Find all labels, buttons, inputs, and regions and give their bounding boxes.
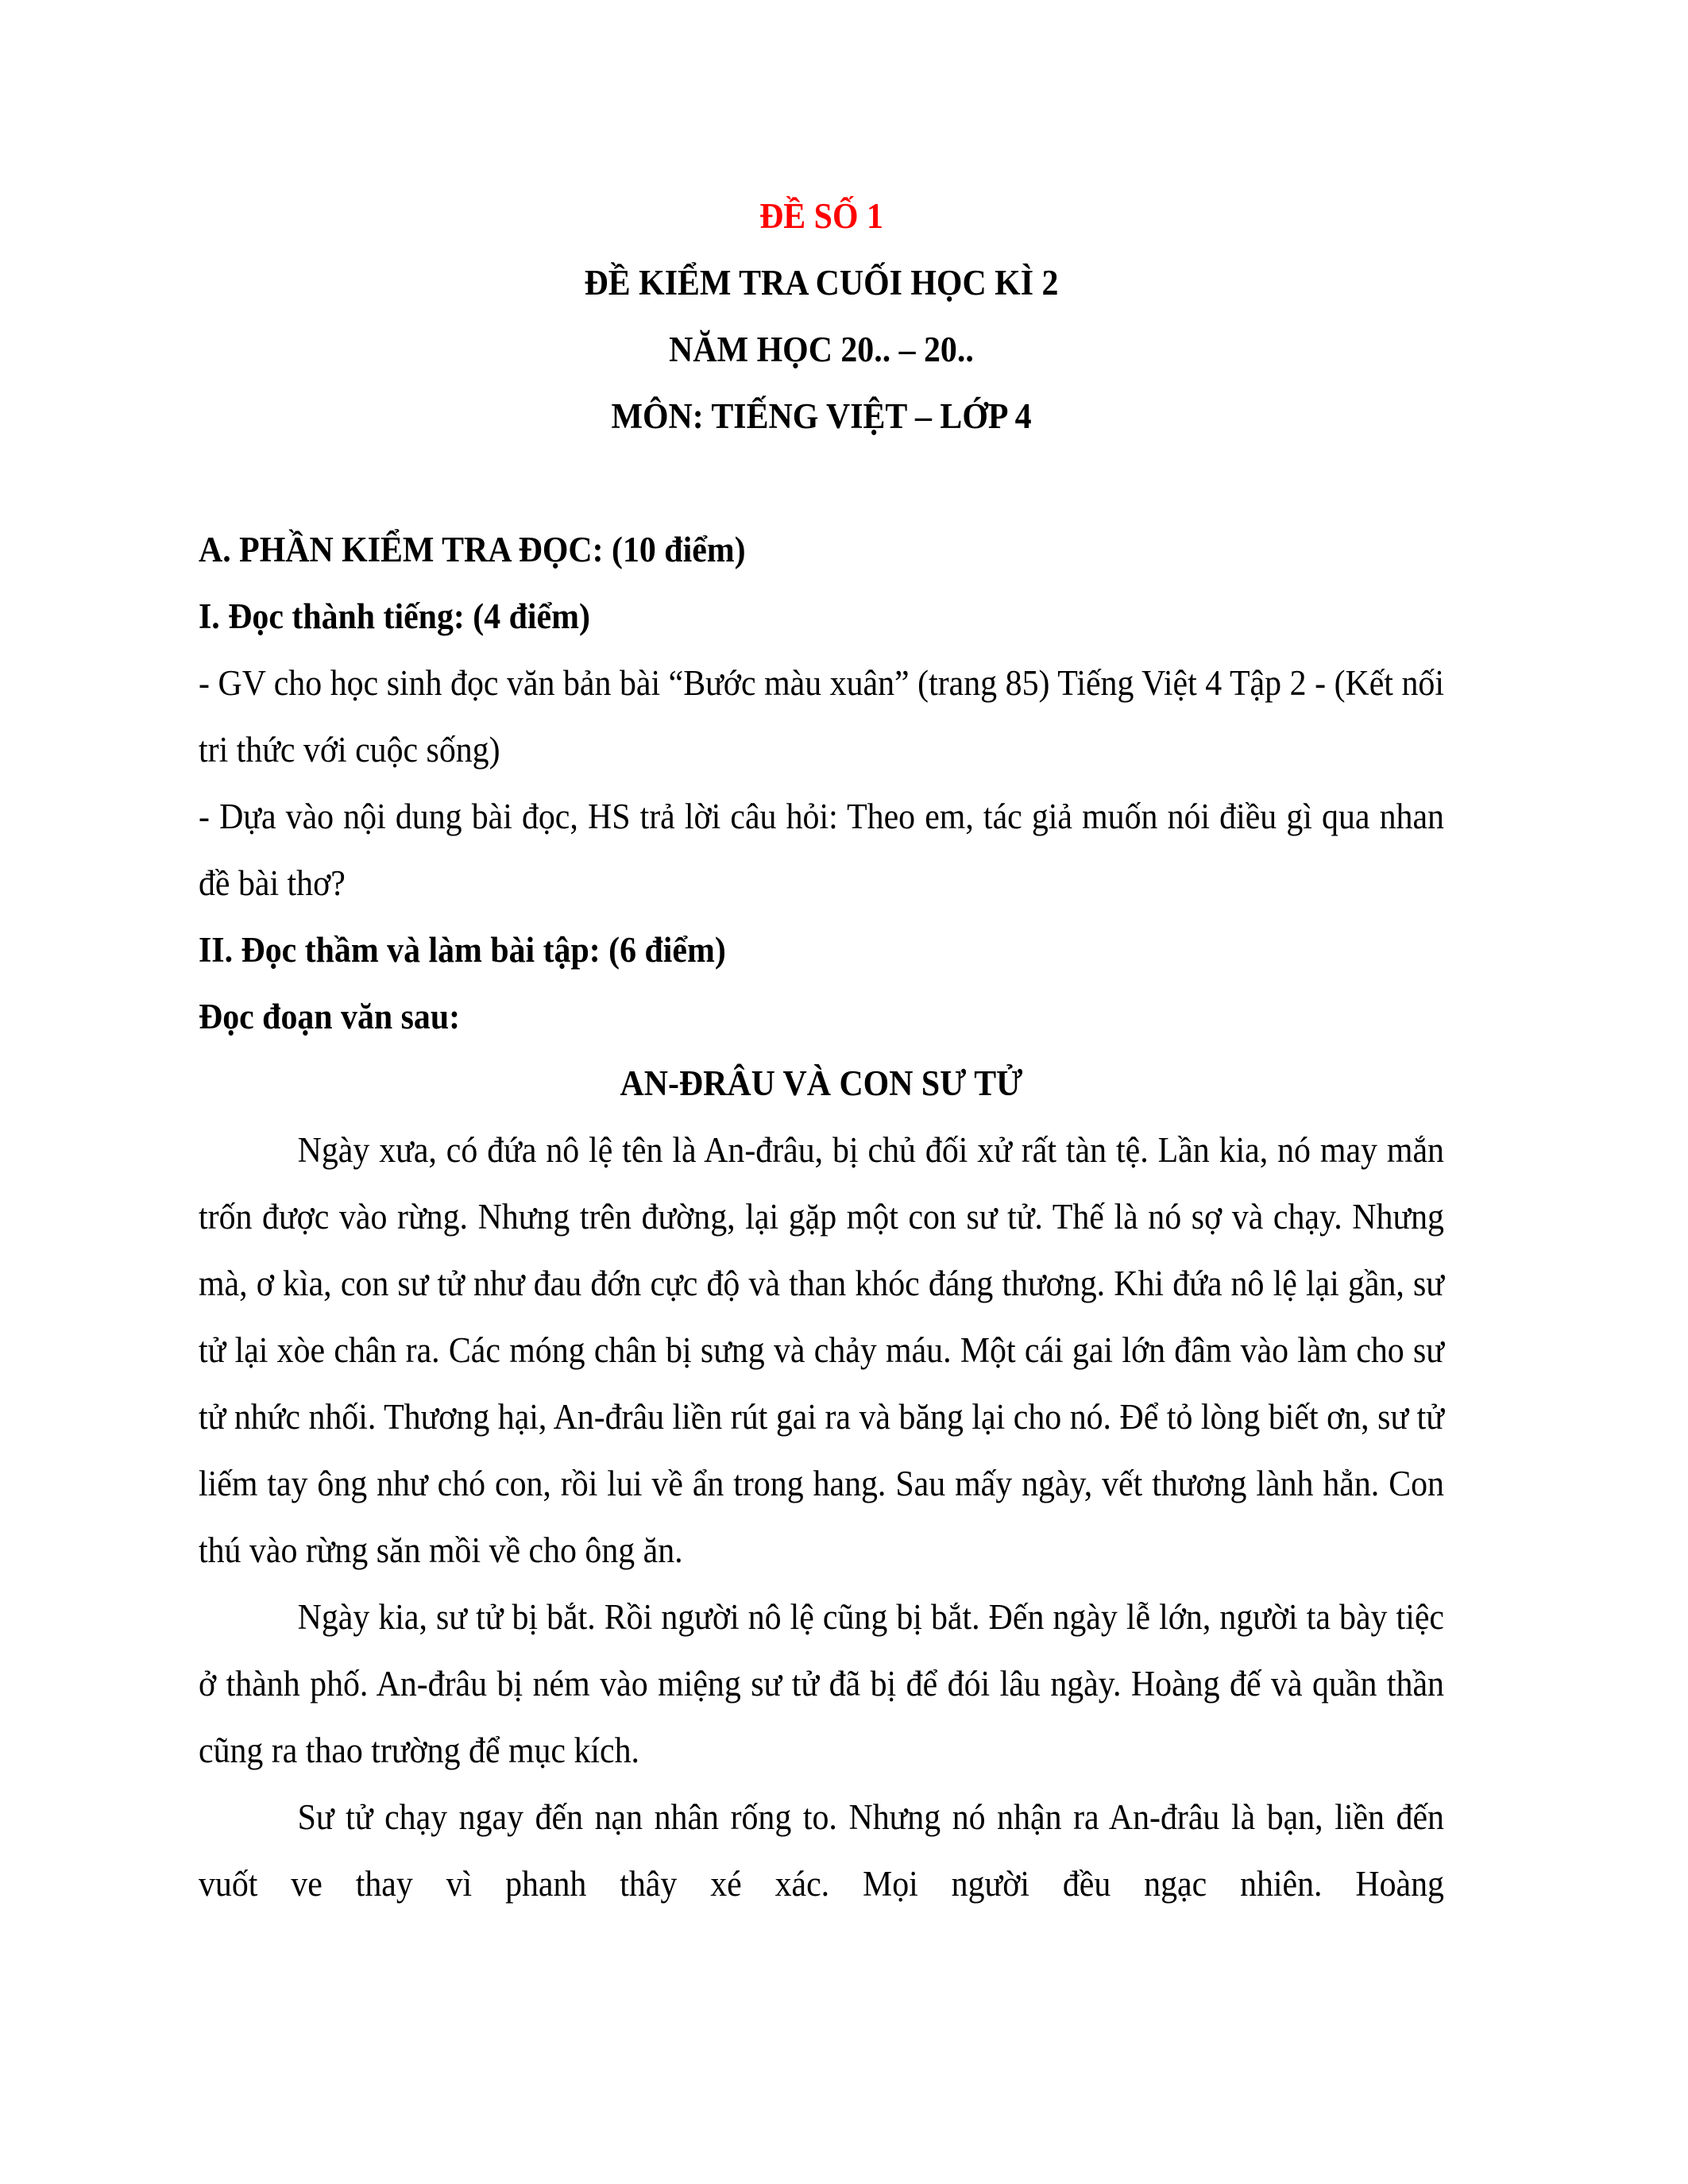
part1-instruction: - GV cho học sinh đọc văn bản bài “Bước màu xuân” (trang 85) Tiếng Việt 4 Tập 2 - (Kết nối tri thức với cuộc sống)	[199, 663, 1444, 770]
part2-intro: Đọc đoạn văn sau:	[199, 997, 461, 1036]
passage-paragraph: Ngày kia, sư tử bị bắt. Rồi người nô lệ cũng bị bắt. Đến ngày lễ lớn, người ta bày tiệc ở thành phố. An-đrâu bị ném vào miệng sư tử đã bị để đói lâu ngày. Hoàng đế và quần thần cũng ra thao trường để mục kích.	[199, 1597, 1444, 1770]
subject-line: MÔN: TIẾNG VIỆT – LỚP 4	[611, 396, 1032, 436]
exam-number-heading: ĐỀ SỐ 1	[759, 196, 883, 236]
school-year-line: NĂM HỌC 20.. – 20..	[669, 330, 974, 369]
exam-title: ĐỀ KIỂM TRA CUỐI HỌC KÌ 2	[584, 263, 1059, 303]
passage-title: AN-ĐRÂU VÀ CON SƯ TỬ	[620, 1063, 1023, 1103]
document-content	[199, 183, 1444, 1917]
passage-paragraph: Sư tử chạy ngay đến nạn nhân rống to. Nhưng nó nhận ra An-đrâu là bạn, liền đến vuốt ve thay vì phanh thây xé xác. Mọi người đều ngạc nhiên. Hoàng	[199, 1797, 1444, 1904]
part2-heading: II. Đọc thầm và làm bài tập: (6 điểm)	[199, 930, 726, 970]
section-a-heading: A. PHẦN KIỂM TRA ĐỌC: (10 điểm)	[199, 530, 746, 569]
passage-paragraph: Ngày xưa, có đứa nô lệ tên là An-đrâu, bị chủ đối xử rất tàn tệ. Lần kia, nó may mắn trốn được vào rừng. Nhưng trên đường, lại gặp một con sư tử. Thế là nó sợ và chạy. Nhưng mà, ơ kìa, con sư tử như đau đớn cực độ và than khóc đáng thương. Khi đứa nô lệ lại gần, sư tử lại xòe chân ra. Các móng chân bị sưng và chảy máu. Một cái gai lớn đâm vào làm cho sư tử nhức nhối. Thương hại, An-đrâu liền rút gai ra và băng lại cho nó. Để tỏ lòng biết ơn, sư tử liếm tay ông như chó con, rồi lui về ẩn trong hang. Sau mấy ngày, vết thương lành hẳn. Con thú vào rừng săn mồi về cho ông ăn.	[199, 1130, 1444, 1570]
part1-instruction: - Dựa vào nội dung bài đọc, HS trả lời câu hỏi: Theo em, tác giả muốn nói điều gì qua nhan đề bài thơ?	[199, 797, 1444, 903]
part1-heading: I. Đọc thành tiếng: (4 điểm)	[199, 596, 590, 636]
